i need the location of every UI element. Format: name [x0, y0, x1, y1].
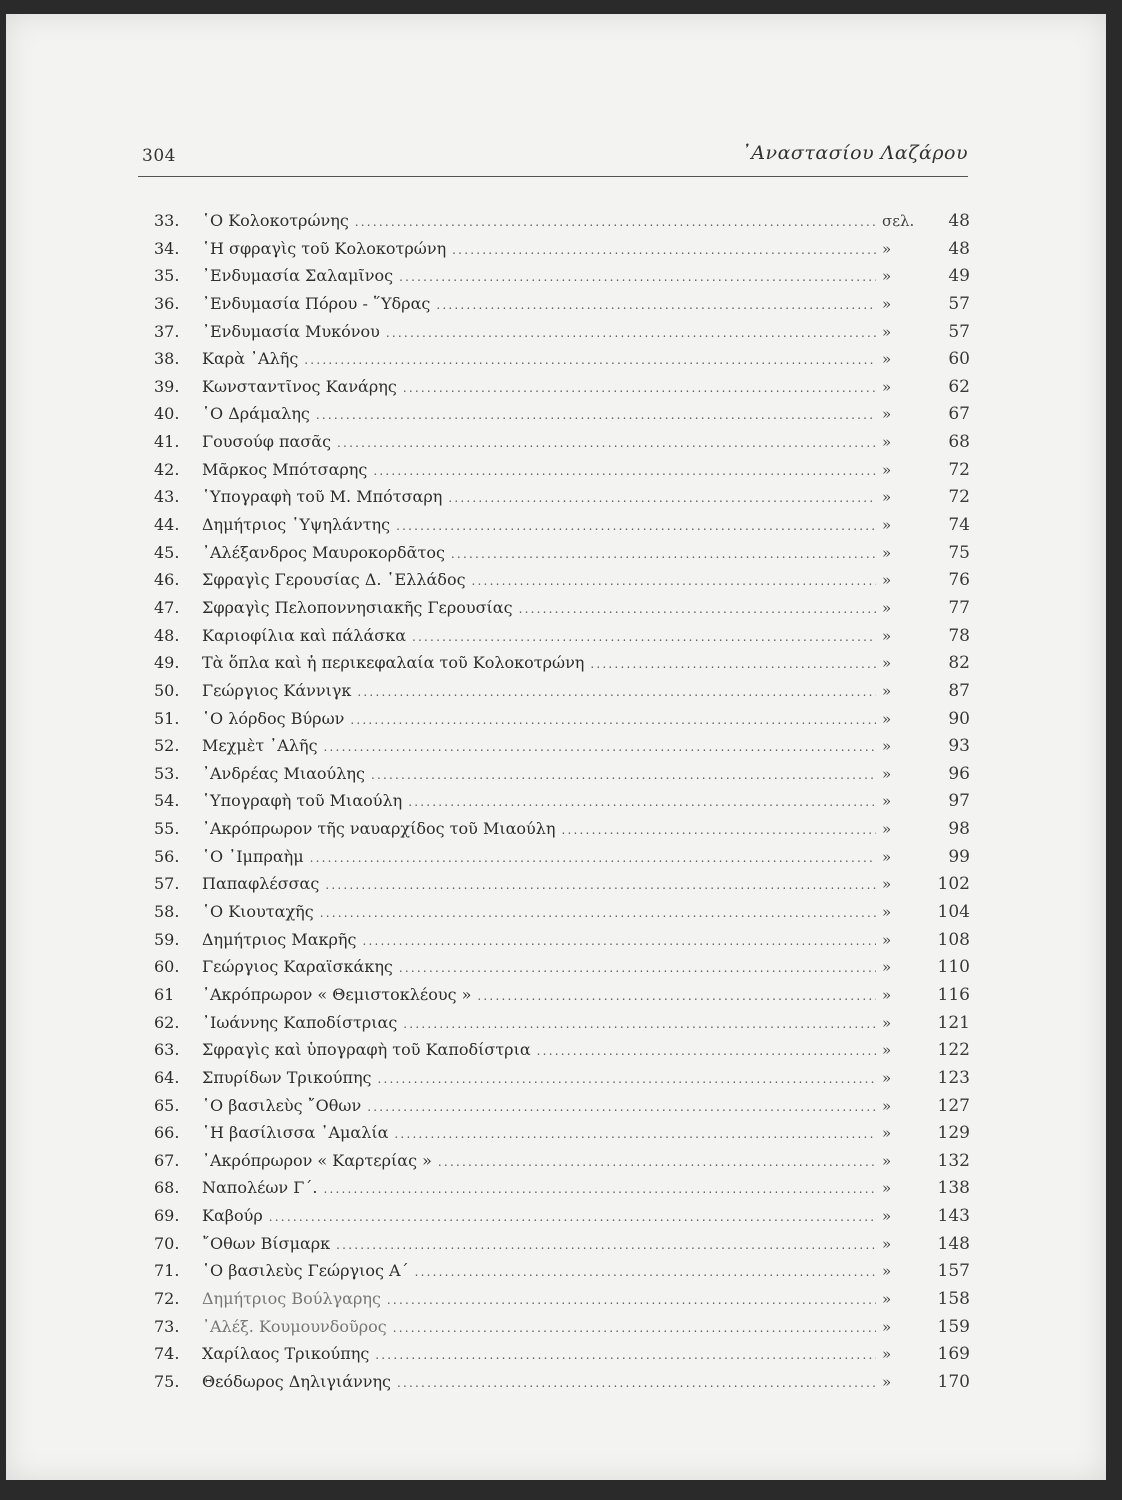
dot-leader — [519, 602, 876, 616]
entry-page: 67 — [948, 404, 970, 425]
page-reference-mark: » — [882, 903, 892, 922]
entry-title: ᾿Ακρόπρωρον « Καρτερίας » — [202, 1150, 432, 1170]
entry-number: 50. — [154, 680, 180, 700]
entry-page: 102 — [937, 874, 970, 895]
entry-page: 68 — [948, 432, 970, 453]
entry-page: 57 — [948, 321, 970, 342]
dot-leader — [399, 270, 876, 284]
entry-number: 36. — [154, 293, 180, 313]
entry-title: ῎Οθων Βίσμαρκ — [202, 1233, 331, 1253]
dot-leader — [403, 1017, 876, 1031]
entry-page: 143 — [937, 1206, 970, 1227]
dot-leader — [337, 436, 876, 450]
list-item — [154, 1123, 974, 1151]
illustrations-list — [154, 211, 974, 1400]
list-item — [154, 791, 974, 819]
page-reference-mark: » — [882, 377, 892, 396]
entry-page: 57 — [948, 293, 970, 314]
entry-page: 104 — [937, 902, 970, 923]
entry-title: ῾Η σφραγὶς τοῦ Κολοκοτρώνη — [202, 238, 447, 258]
dot-leader — [269, 1210, 876, 1224]
entry-page: 169 — [937, 1344, 970, 1365]
list-item — [154, 847, 974, 875]
page-reference-mark: » — [882, 267, 892, 286]
entry-number: 47. — [154, 597, 180, 617]
entry-number: 33. — [154, 211, 180, 230]
dot-leader — [537, 1044, 876, 1058]
entry-title: Σφραγὶς Γερουσίας Δ. ῾Ελλάδος — [202, 570, 466, 590]
entry-number: 58. — [154, 902, 180, 922]
list-item — [154, 1289, 974, 1317]
dot-leader — [438, 1155, 876, 1169]
entry-number: 49. — [154, 653, 180, 673]
page-reference-mark: » — [882, 1262, 892, 1281]
dot-leader — [452, 243, 876, 257]
page-reference-mark: » — [882, 405, 892, 424]
entry-number: 65. — [154, 1095, 180, 1115]
page-reference-mark: » — [882, 543, 892, 562]
page-reference-mark: » — [882, 1041, 892, 1060]
list-item — [154, 377, 974, 405]
page-reference-mark: » — [882, 322, 892, 341]
entry-title: ᾿Ενδυμασία Σαλαμῖνος — [202, 266, 394, 286]
list-item — [154, 1040, 974, 1068]
entry-number: 43. — [154, 487, 180, 507]
dot-leader — [304, 353, 876, 367]
entry-title: ῾Υπογραφὴ τοῦ Μιαούλη — [202, 791, 403, 811]
entry-number: 69. — [154, 1206, 180, 1226]
page-reference-mark: » — [882, 460, 892, 479]
entry-number: 40. — [154, 404, 180, 424]
entry-page: 129 — [937, 1123, 970, 1144]
dot-leader — [408, 795, 876, 809]
dot-leader — [397, 1376, 876, 1390]
entry-page: 75 — [948, 542, 970, 563]
entry-number: 67. — [154, 1150, 180, 1170]
page-reference-mark: » — [882, 1289, 892, 1308]
entry-number: 61 — [154, 984, 175, 1004]
page-reference-mark: » — [882, 985, 892, 1004]
entry-title: Σφραγὶς Πελοποννησιακῆς Γερουσίας — [202, 597, 513, 617]
entry-title: ῾Ο βασιλεὺς ῎Οθων — [202, 1095, 362, 1115]
page-reference-mark: » — [882, 294, 892, 313]
entry-title: ᾿Ακρόπρωρον τῆς ναυαρχίδος τοῦ Μιαούλη — [202, 819, 556, 839]
dot-leader — [355, 215, 876, 229]
entry-number: 54. — [154, 791, 180, 811]
entry-title: ῾Ο βασιλεὺς Γεώργιος Α΄ — [202, 1261, 409, 1281]
list-item — [154, 487, 974, 515]
dot-leader — [350, 713, 876, 727]
entry-number: 34. — [154, 238, 180, 258]
dot-leader — [371, 768, 876, 782]
entry-title: ῾Ο ᾿Ιμπραὴμ — [202, 846, 304, 866]
list-item — [154, 404, 974, 432]
page-reference-mark: » — [882, 709, 892, 728]
running-title: ᾿Αναστασίου Λαζάρου — [741, 142, 968, 164]
entry-number: 45. — [154, 542, 180, 562]
dot-leader — [590, 657, 876, 671]
page-reference-mark: » — [882, 1013, 892, 1032]
dot-leader — [415, 1265, 876, 1279]
dot-leader — [386, 326, 876, 340]
list-item — [154, 1317, 974, 1345]
list-item — [154, 349, 974, 377]
list-item — [154, 1096, 974, 1124]
list-item — [154, 902, 974, 930]
list-item — [154, 1234, 974, 1262]
list-item — [154, 874, 974, 902]
entry-title: Μᾶρκος Μπότσαρης — [202, 459, 368, 479]
entry-page: 99 — [948, 846, 970, 867]
entry-page: 121 — [937, 1012, 970, 1033]
dot-leader — [396, 519, 876, 533]
entry-number: 60. — [154, 957, 180, 977]
entry-page: 48 — [948, 238, 970, 259]
entry-title: Κωνσταντῖνος Κανάρης — [202, 376, 397, 396]
entry-number: 73. — [154, 1316, 180, 1336]
page-reference-mark: » — [882, 820, 892, 839]
entry-page: 108 — [937, 929, 970, 950]
list-item — [154, 653, 974, 681]
page-reference-mark: » — [882, 626, 892, 645]
list-item — [154, 598, 974, 626]
dot-leader — [472, 574, 876, 588]
page-reference-mark: » — [882, 930, 892, 949]
dot-leader — [436, 298, 876, 312]
page-reference-mark: » — [882, 1068, 892, 1087]
entry-page: 78 — [948, 625, 970, 646]
entry-title: Δημήτριος Βούλγαρης — [202, 1288, 381, 1308]
list-item — [154, 681, 974, 709]
page-reference-mark: » — [882, 1179, 892, 1198]
entry-title: Παπαφλέσσας — [202, 874, 320, 894]
entry-page: 82 — [948, 653, 970, 674]
dot-leader — [399, 961, 876, 975]
list-item — [154, 294, 974, 322]
dot-leader — [336, 1238, 876, 1252]
entry-page: 48 — [948, 211, 970, 231]
page-reference-mark: » — [882, 488, 892, 507]
list-item — [154, 515, 974, 543]
entry-page: 90 — [948, 708, 970, 729]
entry-page: 97 — [948, 791, 970, 812]
list-item — [154, 239, 974, 267]
page-reference-mark: » — [882, 1207, 892, 1226]
entry-number: 57. — [154, 874, 180, 894]
entry-title: Μεχμὲτ ᾿Αλῆς — [202, 736, 318, 756]
entry-page: 93 — [948, 736, 970, 757]
entry-title: ᾿Αλέξ. Κουμουνδοῦρος — [202, 1316, 387, 1336]
list-item — [154, 266, 974, 294]
list-item — [154, 1261, 974, 1289]
list-item — [154, 819, 974, 847]
entry-number: 44. — [154, 515, 180, 535]
entry-number: 55. — [154, 819, 180, 839]
entry-title: ᾿Ενδυμασία Πόρου - ῞Υδρας — [202, 293, 431, 313]
dot-leader — [393, 1321, 876, 1335]
page-reference-mark: » — [882, 1372, 892, 1391]
entry-number: 38. — [154, 349, 180, 369]
entry-page: 77 — [948, 597, 970, 618]
entry-page: 127 — [937, 1095, 970, 1116]
dot-leader — [412, 630, 876, 644]
entry-number: 51. — [154, 708, 180, 728]
list-item — [154, 1068, 974, 1096]
dot-leader — [378, 1072, 877, 1086]
entry-title: Χαρίλαος Τρικούπης — [202, 1344, 370, 1364]
list-item — [154, 736, 974, 764]
list-item — [154, 1344, 974, 1372]
list-item — [154, 764, 974, 792]
entry-title: ῾Ο Κολοκοτρώνης — [202, 211, 349, 230]
page-header — [138, 142, 968, 177]
entry-number: 74. — [154, 1344, 180, 1364]
list-item — [154, 432, 974, 460]
entry-title: ᾿Ανδρέας Μιαούλης — [202, 763, 365, 783]
entry-title: ῾Ο λόρδος Βύρων — [202, 708, 345, 728]
page-reference-mark: » — [882, 350, 892, 369]
entry-number: 56. — [154, 846, 180, 866]
entry-page: 87 — [948, 680, 970, 701]
entry-title: Δημήτριος Μακρῆς — [202, 929, 357, 949]
page-reference-mark: » — [882, 239, 892, 258]
list-item — [154, 985, 974, 1013]
page-reference-mark: » — [882, 875, 892, 894]
entry-page: 49 — [948, 266, 970, 287]
page-reference-mark: » — [882, 1317, 892, 1336]
entry-number: 42. — [154, 459, 180, 479]
dot-leader — [362, 934, 876, 948]
page-reference-mark: σελ. — [882, 212, 915, 230]
entry-title: Γεώργιος Κάννιγκ — [202, 680, 352, 700]
page-reference-mark: » — [882, 571, 892, 590]
entry-number: 59. — [154, 929, 180, 949]
entry-title: Καριοφίλια καὶ πάλάσκα — [202, 625, 407, 645]
entry-title: Καβούρ — [202, 1206, 263, 1226]
entry-title: ῾Υπογραφὴ τοῦ Μ. Μπότσαρη — [202, 487, 443, 507]
entry-number: 71. — [154, 1261, 180, 1281]
dot-leader — [324, 740, 876, 754]
entry-page: 72 — [948, 459, 970, 480]
dot-leader — [394, 1127, 876, 1141]
entry-title: Σφραγὶς καὶ ὑπογραφὴ τοῦ Καποδίστρια — [202, 1040, 531, 1060]
entry-title: Θεόδωρος Δηλιγιάννης — [202, 1371, 391, 1391]
entry-page: 138 — [937, 1178, 970, 1199]
entry-page: 157 — [937, 1261, 970, 1282]
dot-leader — [562, 823, 877, 837]
entry-number: 37. — [154, 321, 180, 341]
entry-number: 63. — [154, 1040, 180, 1060]
entry-page: 98 — [948, 819, 970, 840]
entry-page: 72 — [948, 487, 970, 508]
dot-leader — [316, 408, 876, 422]
dot-leader — [375, 1348, 876, 1362]
page-reference-mark: » — [882, 1151, 892, 1170]
entry-title: Καρὰ ᾿Αλῆς — [202, 349, 299, 369]
dot-leader — [323, 1182, 876, 1196]
page-reference-mark: » — [882, 847, 892, 866]
entry-page: 96 — [948, 763, 970, 784]
page-reference-mark: » — [882, 516, 892, 535]
entry-page: 62 — [948, 376, 970, 397]
page-reference-mark: » — [882, 681, 892, 700]
entry-number: 68. — [154, 1178, 180, 1198]
page-reference-mark: » — [882, 433, 892, 452]
entry-title: ῾Ο Κιουταχῆς — [202, 902, 314, 922]
entry-page: 170 — [937, 1371, 970, 1392]
list-item — [154, 1151, 974, 1179]
list-item — [154, 322, 974, 350]
entry-title: Γουσούφ πασᾶς — [202, 432, 332, 452]
dot-leader — [357, 685, 876, 699]
page-reference-mark: » — [882, 654, 892, 673]
dot-leader — [477, 989, 876, 1003]
entry-page: 60 — [948, 349, 970, 370]
page-reference-mark: » — [882, 792, 892, 811]
entry-number: 53. — [154, 763, 180, 783]
list-item — [154, 570, 974, 598]
list-item — [154, 709, 974, 737]
list-item — [154, 211, 974, 239]
list-item — [154, 957, 974, 985]
entry-title: ᾿Ιωάννης Καποδίστριας — [202, 1012, 398, 1032]
dot-leader — [325, 878, 876, 892]
entry-number: 48. — [154, 625, 180, 645]
entry-page: 159 — [937, 1316, 970, 1337]
page-reference-mark: » — [882, 1345, 892, 1364]
entry-number: 35. — [154, 266, 180, 286]
entry-title: Γεώργιος Καραϊσκάκης — [202, 957, 393, 977]
list-item — [154, 626, 974, 654]
entry-title: ᾿Ενδυμασία Μυκόνου — [202, 321, 380, 341]
page-reference-mark: » — [882, 737, 892, 756]
list-item — [154, 1206, 974, 1234]
dot-leader — [448, 491, 876, 505]
entry-number: 64. — [154, 1067, 180, 1087]
entry-title: Δημήτριος ῾Υψηλάντης — [202, 515, 391, 535]
dot-leader — [320, 906, 876, 920]
page-number: 304 — [142, 146, 176, 166]
entry-title: Σπυρίδων Τρικούπης — [202, 1067, 372, 1087]
entry-page: 116 — [937, 984, 970, 1005]
entry-title: ᾿Ακρόπρωρον « Θεμιστοκλέους » — [202, 984, 472, 1004]
entry-page: 123 — [937, 1067, 970, 1088]
entry-number: 66. — [154, 1123, 180, 1143]
entry-page: 132 — [937, 1150, 970, 1171]
dot-leader — [451, 547, 876, 561]
entry-number: 75. — [154, 1371, 180, 1391]
entry-title: Ναπολέων Γ΄. — [202, 1178, 318, 1198]
list-item — [154, 460, 974, 488]
entry-title: ῾Η βασίλισσα ᾿Αμαλία — [202, 1123, 389, 1143]
list-item — [154, 1178, 974, 1206]
entry-page: 148 — [937, 1233, 970, 1254]
entry-title: ᾿Αλέξανδρος Μαυροκορδᾶτος — [202, 542, 445, 562]
page-reference-mark: » — [882, 764, 892, 783]
dot-leader — [403, 381, 876, 395]
dot-leader — [310, 851, 876, 865]
list-item — [154, 1013, 974, 1041]
list-item — [154, 543, 974, 571]
entry-page: 74 — [948, 515, 970, 536]
dot-leader — [373, 464, 876, 478]
page-reference-mark: » — [882, 598, 892, 617]
book-page — [6, 14, 1106, 1480]
entry-title: Τὰ ὅπλα καὶ ἡ περικεφαλαία τοῦ Κολοκοτρώνη — [202, 653, 585, 673]
entry-number: 72. — [154, 1288, 180, 1308]
entry-page: 158 — [937, 1288, 970, 1309]
page-reference-mark: » — [882, 1124, 892, 1143]
entry-page: 110 — [937, 957, 970, 978]
page-reference-mark: » — [882, 958, 892, 977]
dot-leader — [387, 1293, 876, 1307]
entry-number: 46. — [154, 570, 180, 590]
entry-title: ῾Ο Δράμαλης — [202, 404, 310, 424]
entry-page: 76 — [948, 570, 970, 591]
entry-number: 62. — [154, 1012, 180, 1032]
page-reference-mark: » — [882, 1234, 892, 1253]
entry-number: 70. — [154, 1233, 180, 1253]
list-item — [154, 1372, 974, 1400]
entry-number: 52. — [154, 736, 180, 756]
entry-number: 39. — [154, 376, 180, 396]
entry-number: 41. — [154, 432, 180, 452]
entry-page: 122 — [937, 1040, 970, 1061]
page-reference-mark: » — [882, 1096, 892, 1115]
dot-leader — [367, 1100, 876, 1114]
list-item — [154, 930, 974, 958]
